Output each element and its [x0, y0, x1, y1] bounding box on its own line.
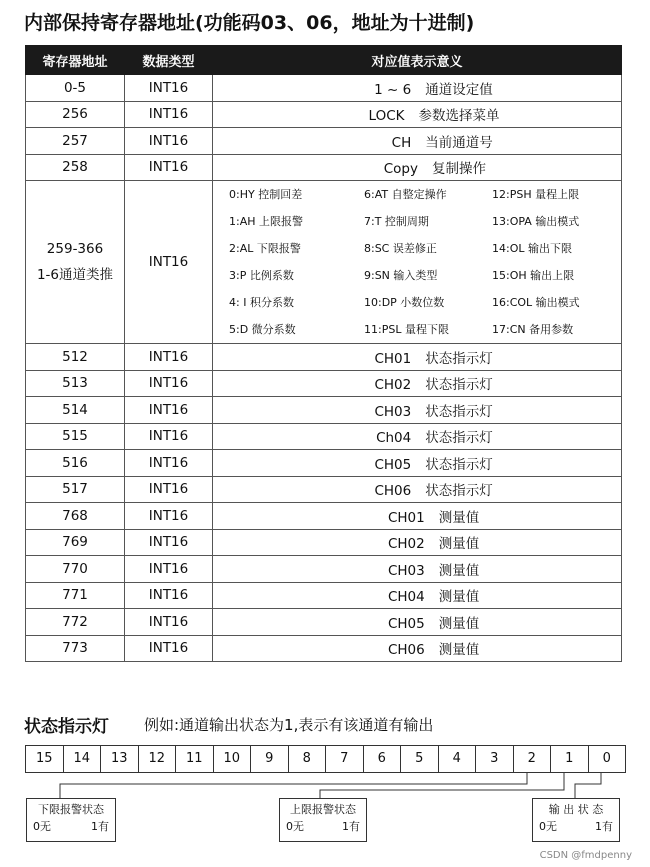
- legend-high-alarm-label: 上限报警状态: [290, 803, 356, 816]
- status-bit: 10: [214, 746, 252, 772]
- cell-meaning-code: CH02: [374, 377, 412, 394]
- cell-address: 512: [26, 344, 125, 371]
- cell-address: 515: [26, 423, 125, 450]
- param-item: 6:AT 自整定操作: [364, 188, 447, 201]
- cell-meaning-code: Ch04: [376, 430, 412, 447]
- cell-meaning-desc: 测量值: [438, 562, 480, 579]
- cell-data-type: INT16: [125, 529, 213, 556]
- status-bit: 9: [251, 746, 289, 772]
- status-bit: 1: [551, 746, 589, 772]
- status-section-title: 状态指示灯: [24, 717, 109, 737]
- cell-address: 513: [26, 370, 125, 397]
- param-item: 5:D 微分系数: [229, 323, 296, 336]
- cell-address: 256: [26, 101, 125, 128]
- cell-meaning-desc: 状态指示灯: [425, 377, 493, 394]
- connector-low-alarm: [60, 772, 527, 798]
- status-bit: 11: [176, 746, 214, 772]
- cell-meaning-code: CH03: [387, 562, 425, 579]
- cell-data-type: INT16: [125, 397, 213, 424]
- cell-meaning-code: CH05: [374, 456, 412, 473]
- cell-data-type: INT16: [125, 556, 213, 583]
- status-bit: 15: [26, 746, 64, 772]
- cell-address: 258: [26, 154, 125, 181]
- cell-data-type: INT16: [125, 370, 213, 397]
- cell-meaning-code: CH03: [374, 403, 412, 420]
- legend-output-on: 1有: [595, 820, 613, 833]
- cell-data-type: INT16: [125, 503, 213, 530]
- params-address-note: 1-6通道类推: [36, 267, 114, 283]
- legend-low-alarm: [26, 798, 116, 842]
- status-bit: 8: [289, 746, 327, 772]
- param-item: 8:SC 误差修正: [364, 242, 437, 255]
- watermark: CSDN @fmdpenny: [539, 850, 632, 861]
- cell-data-type: INT16: [125, 476, 213, 503]
- status-bit: 13: [101, 746, 139, 772]
- param-item: 3:P 比例系数: [229, 269, 294, 282]
- cell-address: 257: [26, 128, 125, 155]
- cell-meaning-code: CH04: [387, 589, 425, 606]
- legend-low-on: 1有: [91, 820, 109, 833]
- cell-meaning-desc: 状态指示灯: [425, 350, 493, 367]
- status-bit: 12: [139, 746, 177, 772]
- cell-meaning-code: CH01: [374, 350, 412, 367]
- legend-low-off: 0无: [33, 820, 51, 833]
- cell-meaning-code: CH: [391, 134, 412, 151]
- cell-meaning-desc: 参数选择菜单: [418, 108, 500, 125]
- legend-high-off: 0无: [286, 820, 304, 833]
- cell-data-type: INT16: [125, 450, 213, 477]
- cell-meaning-desc: 测量值: [438, 536, 480, 553]
- cell-meaning-code: CH06: [374, 483, 412, 500]
- cell-address: 0-5: [26, 75, 125, 102]
- param-item: 9:SN 输入类型: [364, 269, 438, 282]
- cell-meaning-desc: 测量值: [438, 589, 480, 606]
- legend-low-alarm-label: 下限报警状态: [38, 803, 104, 816]
- cell-data-type: INT16: [125, 128, 213, 155]
- param-item: 11:PSL 量程下限: [364, 323, 449, 336]
- cell-data-type: INT16: [125, 344, 213, 371]
- status-bit: 5: [401, 746, 439, 772]
- legend-output: [532, 798, 620, 842]
- cell-meaning-code: CH06: [387, 642, 425, 659]
- cell-meaning-code: LOCK: [368, 108, 405, 125]
- cell-meaning-desc: 复制操作: [432, 161, 486, 178]
- cell-address: 768: [26, 503, 125, 530]
- cell-meaning-code: 1 ~ 6: [374, 81, 412, 98]
- cell-meaning-desc: 当前通道号: [425, 134, 493, 151]
- status-bit: 0: [602, 751, 611, 766]
- cell-meaning-code: CH01: [387, 509, 425, 526]
- param-item: 17:CN 备用参数: [492, 323, 574, 336]
- status-section-description: 例如:通道输出状态为1,表示有该通道有输出: [144, 716, 434, 734]
- cell-data-type: INT16: [125, 75, 213, 102]
- cell-address: 771: [26, 582, 125, 609]
- param-item: 4: I 积分系数: [229, 296, 294, 309]
- connector-output: [575, 772, 601, 798]
- param-item: 14:OL 输出下限: [492, 242, 572, 255]
- param-item: 7:T 控制周期: [364, 215, 429, 228]
- legend-output-off: 0无: [539, 820, 557, 833]
- cell-address: 773: [26, 635, 125, 662]
- cell-data-type: INT16: [125, 609, 213, 636]
- cell-address: 517: [26, 476, 125, 503]
- status-bit: 4: [439, 746, 477, 772]
- status-bit: 3: [476, 746, 514, 772]
- cell-meaning-code: Copy: [383, 161, 418, 178]
- legend-high-alarm: [279, 798, 367, 842]
- page-title: 内部保持寄存器地址(功能码03、06，地址为十进制): [24, 12, 475, 34]
- cell-data-type: INT16: [125, 423, 213, 450]
- param-item: 2:AL 下限报警: [229, 242, 301, 255]
- cell-data-type: INT16: [125, 154, 213, 181]
- cell-meaning-desc: 测量值: [438, 642, 480, 659]
- header-data-type: 数据类型: [125, 46, 213, 75]
- cell-address: 772: [26, 609, 125, 636]
- cell-address: 516: [26, 450, 125, 477]
- params-type: INT16: [125, 181, 213, 344]
- param-item: 13:OPA 输出模式: [492, 215, 580, 228]
- cell-meaning-desc: 状态指示灯: [425, 403, 493, 420]
- cell-data-type: INT16: [125, 101, 213, 128]
- cell-meaning-desc: 状态指示灯: [425, 430, 493, 447]
- cell-meaning-code: CH02: [387, 536, 425, 553]
- legend-high-on: 1有: [342, 820, 360, 833]
- param-item: 12:PSH 量程上限: [492, 188, 580, 201]
- cell-data-type: INT16: [125, 582, 213, 609]
- header-meaning: 对应值表示意义: [213, 46, 622, 75]
- param-item: 0:HY 控制回差: [229, 188, 303, 201]
- legend-output-label: 输 出 状 态: [548, 803, 604, 816]
- cell-address: 770: [26, 556, 125, 583]
- header-address: 寄存器地址: [26, 46, 125, 75]
- cell-address: 769: [26, 529, 125, 556]
- cell-data-type: INT16: [125, 635, 213, 662]
- cell-meaning-desc: 测量值: [438, 509, 480, 526]
- param-item: 15:OH 输出上限: [492, 269, 575, 282]
- params-address-range: 259-366: [46, 241, 104, 257]
- status-bit: 14: [64, 746, 102, 772]
- cell-meaning-code: CH05: [387, 615, 425, 632]
- cell-meaning-desc: 测量值: [438, 615, 480, 632]
- param-item: 16:COL 输出模式: [492, 296, 580, 309]
- status-bit: 6: [364, 746, 402, 772]
- status-bit: 2: [514, 746, 552, 772]
- cell-meaning-desc: 状态指示灯: [425, 483, 493, 500]
- cell-meaning-desc: 状态指示灯: [425, 456, 493, 473]
- cell-meaning-desc: 通道设定值: [425, 81, 493, 98]
- param-item: 10:DP 小数位数: [364, 296, 445, 309]
- status-bit: 7: [326, 746, 364, 772]
- param-item: 1:AH 上限报警: [229, 215, 303, 228]
- cell-address: 514: [26, 397, 125, 424]
